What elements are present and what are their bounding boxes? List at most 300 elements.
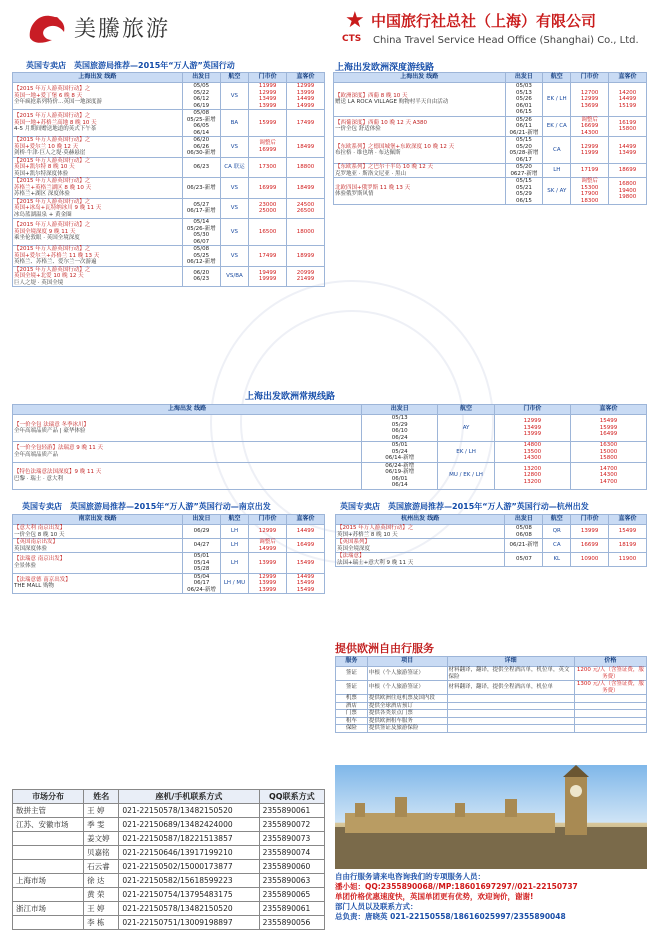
footer-line-1: 自由行服务请来电咨询我们的专项服务人员： — [335, 872, 485, 881]
uk-route-table — [12, 72, 325, 287]
route-desc: 英国深度体验 — [14, 545, 48, 552]
meiteng-logo — [26, 6, 196, 48]
qq-cell: 2355890056 — [259, 916, 324, 930]
name-cell: 贝嘉铭 — [84, 846, 119, 860]
route-cell — [13, 157, 183, 178]
route-name: 英国+爱尔兰+苏格兰 11 晚 13 天 — [14, 252, 100, 259]
cell-line: 15999 — [599, 424, 618, 431]
service-contact-note — [335, 872, 647, 922]
service-type: 保险 — [336, 725, 368, 733]
route-name: 英国一地+苏格兰高地 8 晚 10 天 — [14, 119, 97, 126]
cell-line: 05/07 — [515, 556, 532, 563]
service-item: 提供欧洲往返机票及国内段 — [367, 695, 447, 703]
price-cell — [249, 219, 287, 246]
route-title: 【意大利 南京出发】 — [14, 525, 66, 531]
cell-line: 06/23 — [193, 164, 210, 170]
table-row — [13, 157, 325, 178]
table-row — [13, 266, 325, 287]
route-desc: 4-5 月期间赠送地道的英式下午茶 — [14, 126, 97, 133]
route-cell — [336, 539, 505, 553]
qq-cell: 2355890061 — [259, 902, 324, 916]
service-price: 1200 元/人（含签证费，服务费） — [574, 667, 646, 681]
col-price: 门市价 — [249, 73, 287, 83]
date-cell — [505, 178, 543, 205]
cell-line: 17900 — [580, 191, 599, 197]
table-row — [13, 553, 325, 574]
phone-cell: 021-22150578/13482150520 — [119, 902, 259, 916]
table-row — [334, 137, 647, 164]
service-type: 酒店 — [336, 702, 368, 710]
price-cell — [249, 137, 287, 158]
route-title: 【2015 年万人游英国行动】之 — [14, 178, 91, 184]
airline-cell: EK / LH — [438, 442, 495, 463]
route-cell — [13, 178, 183, 199]
cell-line: 18800 — [296, 164, 315, 170]
route-cell — [13, 553, 183, 574]
hangzhou-route-rows — [336, 525, 647, 567]
cell-line: 05/22 — [193, 89, 210, 96]
cell-line: 05/08 — [193, 246, 210, 252]
cell-line: 13999 — [258, 559, 277, 566]
nanjing-route-rows — [13, 525, 325, 594]
date-cell — [362, 462, 438, 489]
cell-line: 16699 — [580, 542, 599, 549]
cell-line: 13200 — [523, 465, 542, 472]
route-desc: 赠送 LA ROCA VILLAGE 购物村半天自由活动 — [335, 99, 449, 106]
cts-abbr: CTS — [342, 34, 362, 44]
cell-line: 05/08 — [193, 110, 210, 116]
col-price: 门市价 — [249, 515, 287, 525]
page-header — [0, 0, 658, 58]
deep-route-table — [333, 72, 647, 205]
date-cell — [505, 116, 543, 137]
name-cell: 徐 达 — [84, 874, 119, 888]
cell-line: 13499 — [523, 424, 542, 431]
cell-line: 06/30-新增 — [186, 150, 216, 156]
market-cell — [13, 832, 84, 846]
cell-line: 06/21-新增 — [509, 129, 539, 136]
table-row — [13, 415, 647, 442]
table-row — [336, 553, 647, 567]
route-desc: 冰岛蓝湖温泉 + 黄金圈 — [14, 211, 72, 218]
price-cell — [571, 164, 609, 178]
col-dest: 项目 — [367, 657, 447, 667]
direct-price-cell — [609, 553, 647, 567]
name-cell: 王 婷 — [84, 902, 119, 916]
route-cell — [334, 164, 506, 178]
cell-line: 21499 — [296, 276, 315, 283]
cell-line: 14200 — [618, 89, 637, 96]
service-detail: 材料翻译，翻译，提供全程酒店单，机位单 — [447, 681, 574, 695]
route-desc: 体验俄罗斯风情 — [335, 191, 374, 197]
direct-price-cell — [287, 246, 325, 267]
col-route: 上海出发 线路 — [13, 73, 183, 83]
service-item: 提供签证及旅游保险 — [367, 725, 447, 733]
cell-line: 05/01 — [193, 553, 210, 559]
cell-line: 06/08 — [515, 531, 532, 538]
date-cell — [505, 525, 543, 539]
airline-cell: VS — [220, 137, 248, 158]
contact-row — [13, 832, 325, 846]
service-price — [574, 710, 646, 718]
airline-cell: VS — [220, 246, 248, 267]
date-cell — [362, 442, 438, 463]
cell-line: 12999 — [258, 573, 277, 580]
route-desc: 全年高端品质产品 | 豪华体验 — [14, 428, 86, 434]
table-row — [336, 525, 647, 539]
section-title-deep: 上海出发欧洲深度游线路 — [335, 63, 435, 73]
direct-price-cell — [287, 553, 325, 574]
airline-cell: AY — [438, 415, 495, 442]
cell-line: 13999 — [580, 528, 599, 535]
cell-line: 15499 — [296, 580, 315, 586]
price-cell — [494, 415, 570, 442]
cell-line: 06/15 — [516, 197, 532, 204]
cell-line: 06/17 — [193, 580, 210, 586]
phone-cell: 021-22150587/18221513857 — [119, 832, 259, 846]
cell-line: 05/04 — [193, 573, 210, 580]
date-cell — [183, 553, 221, 574]
route-title: 【2015 年万人游英国行动】之 — [14, 246, 91, 252]
contact-row — [13, 874, 325, 888]
direct-price-cell — [287, 178, 325, 199]
route-name: 英国+爱尔兰 10 晚 12 天 — [14, 143, 79, 150]
direct-price-cell — [609, 539, 647, 553]
route-title: 【2015 年万人游英国行动】之 — [14, 137, 91, 143]
london-photo — [335, 765, 647, 869]
price-cell — [494, 442, 570, 463]
route-title: 北欧四国+俄罗斯 11 晚 13 天 — [335, 184, 411, 191]
hangzhou-route-table — [335, 514, 647, 567]
cell-line: 16500 — [258, 228, 277, 235]
cell-line: 05/15 — [516, 137, 532, 143]
route-title: 【东欧系列】之德国城堡+东欧深度 10 晚 12 天 — [335, 143, 455, 150]
cell-line: 12999 — [258, 89, 277, 96]
col-air: 航空 — [438, 405, 495, 415]
cell-line: 12999 — [258, 528, 277, 535]
route-title: 【2015 年万人游英国行动】之 — [14, 113, 91, 120]
cell-line: 06/01 — [516, 102, 532, 109]
cell-line: 06/17-新增 — [186, 208, 216, 215]
direct-price-cell — [287, 539, 325, 553]
contact-table — [12, 789, 325, 930]
direct-price-cell — [609, 137, 647, 164]
cell-line: 19499 — [258, 269, 277, 276]
cell-line: 10900 — [580, 556, 599, 563]
route-title: 【2015 年万人游英国行动】之 — [14, 86, 91, 93]
price-cell — [494, 462, 570, 489]
date-cell — [505, 553, 543, 567]
market-cell — [13, 860, 84, 874]
market-cell — [13, 888, 84, 902]
col-date: 出发日 — [505, 73, 543, 83]
direct-price-cell — [287, 83, 325, 110]
route-desc: 乘坐伦敦眼 · 英国全境深度 — [14, 235, 80, 242]
airline-cell: VS — [220, 198, 248, 219]
table-row — [13, 83, 325, 110]
cell-line: 17499 — [258, 252, 277, 259]
service-item: 申根（个人旅游签证） — [367, 667, 447, 681]
cell-line: 23000 — [258, 201, 277, 208]
price-cell — [249, 525, 287, 539]
price-cell — [249, 553, 287, 574]
cell-line: 06/19 — [193, 102, 210, 109]
cell-line: 16999 — [258, 184, 277, 191]
phone-cell: 021-22150582/15618599223 — [119, 874, 259, 888]
parliament-illustration — [335, 765, 647, 869]
phone-cell: 021-22150754/13795483175 — [119, 888, 259, 902]
contact-col-header: 姓名 — [84, 790, 119, 804]
col-detail: 详细 — [447, 657, 574, 667]
route-cell — [336, 553, 505, 567]
route-cell — [13, 198, 183, 219]
service-item: 申根（个人旅游签证） — [367, 681, 447, 695]
contact-col-header: 市场分布 — [13, 790, 84, 804]
date-cell — [183, 525, 221, 539]
direct-price-cell — [287, 137, 325, 158]
cell-line: 16499 — [296, 542, 315, 549]
regular-route-rows — [13, 415, 647, 490]
cell-line: 05/30 — [193, 232, 210, 238]
cell-line: 17499 — [296, 119, 315, 126]
route-title: 【东欧系列】之巴尔干半岛 10 晚 12 天 — [335, 164, 433, 170]
price-cell — [249, 246, 287, 267]
airline-cell: LH — [221, 553, 249, 574]
table-row — [334, 178, 647, 205]
date-cell — [182, 83, 220, 110]
cell-line: 18699 — [618, 167, 637, 174]
col-direct: 直客价 — [287, 73, 325, 83]
cell-line: 05/01 — [391, 442, 408, 448]
airline-cell: VS — [220, 178, 248, 199]
route-name: 苏格兰+英格兰湖区 8 晚 10 天 — [14, 184, 92, 191]
route-cell — [13, 219, 183, 246]
cell-line: 15499 — [618, 528, 637, 535]
cell-line: 19800 — [618, 194, 637, 201]
section-title-regular: 上海出发欧洲常规线路 — [245, 392, 336, 402]
cell-line: 14499 — [296, 573, 315, 580]
service-detail — [447, 717, 574, 725]
phone-cell: 021-22150646/13917199210 — [119, 846, 259, 860]
cell-line: 12999 — [580, 96, 599, 102]
cell-line: 14700 — [599, 478, 618, 485]
cell-line: 26500 — [296, 208, 315, 215]
route-desc: 巨人之堤 · 英国全境 — [14, 279, 64, 286]
market-cell: 浙江市场 — [13, 902, 84, 916]
cell-line: 18199 — [618, 542, 637, 549]
market-cell: 散拼主管 — [13, 804, 84, 818]
route-title: 【一价全包轻游】法瑞意 9 晚 11 天 — [14, 445, 103, 452]
direct-price-cell — [609, 164, 647, 178]
cell-line: 06/14-新增 — [385, 455, 415, 461]
service-type: 机票 — [336, 695, 368, 703]
route-desc: 巴黎 · 瑞士 · 意大利 — [14, 475, 63, 482]
cell-line: 05/13 — [391, 415, 408, 421]
cell-line: 19400 — [618, 187, 637, 194]
route-desc: 英国+凯尔特深度体验 — [14, 170, 69, 177]
table-row — [13, 442, 647, 463]
route-desc: 全年疯抢系列特价…英国一地深度游 — [14, 99, 103, 106]
cell-line: 15499 — [296, 559, 315, 566]
route-desc: 英格兰、苏格兰、爱尔兰一次游遍 — [14, 259, 97, 265]
col-price2: 价格 — [574, 657, 646, 667]
cell-line: 06/07 — [193, 238, 210, 245]
route-desc: 英国+苏格兰 8 晚 10 天 — [337, 531, 398, 538]
contact-row — [13, 804, 325, 818]
date-cell — [505, 137, 543, 164]
qq-cell: 2355890072 — [259, 818, 324, 832]
route-desc: 布拉格 · 维也纳 · 布达佩斯 — [335, 150, 401, 156]
airline-cell: LH — [543, 164, 571, 178]
footer-line-2: 潘小姐：QQ:2355890068//MP:18601697297//021-22150737 — [335, 882, 578, 891]
cell-line: 14700 — [599, 465, 618, 472]
cell-line: 05/25 — [193, 252, 210, 259]
direct-price-cell — [287, 110, 325, 137]
airline-cell: VS/BA — [220, 266, 248, 287]
route-desc: 克罗地亚 · 斯洛文尼亚 · 黑山 — [335, 170, 406, 177]
col-date: 出发日 — [183, 515, 221, 525]
route-desc: 苏格兰+湖区 深度体验 — [14, 191, 70, 197]
qq-cell: 2355890074 — [259, 846, 324, 860]
service-price — [574, 725, 646, 733]
table-row — [13, 462, 647, 489]
route-title: 【法瑞意 南京出发】 — [14, 556, 66, 563]
cell-line: 14300 — [599, 472, 618, 479]
service-row — [336, 717, 647, 725]
price-cell — [571, 178, 609, 205]
contact-row — [13, 888, 325, 902]
cell-line: 18499 — [296, 184, 315, 191]
service-detail — [447, 710, 574, 718]
price-cell — [249, 573, 287, 594]
cell-line: 18300 — [580, 197, 599, 204]
cell-line: 13500 — [523, 448, 542, 455]
airline-cell: EK / LH — [543, 83, 571, 117]
route-title: 【英国南京出发】 — [14, 539, 59, 545]
col-air: 航空 — [221, 515, 249, 525]
col-price: 门市价 — [571, 515, 609, 525]
cell-line: 15199 — [618, 102, 637, 109]
cell-line: 14499 — [618, 143, 637, 150]
airline-cell: KL — [543, 553, 571, 567]
route-title: 【英国系列】 — [337, 539, 371, 545]
airline-cell: CA — [543, 539, 571, 553]
cell-line: 24500 — [296, 201, 315, 208]
cell-line: 15800 — [618, 126, 637, 133]
col-services: 服务 — [336, 657, 368, 667]
contact-row — [13, 902, 325, 916]
col-air: 航空 — [220, 73, 248, 83]
cell-line: 06/12-新增 — [186, 259, 216, 265]
cell-line: 16699 — [580, 123, 599, 129]
footer-line-3: 单团价格优惠速度快，英国单团更有优势，欢迎询价，谢谢! — [335, 892, 534, 901]
cell-line: 12800 — [523, 472, 542, 479]
route-desc: 剑桥·牛津·巨人之堤·莫赫悬崖 — [14, 150, 86, 156]
airline-cell: QR — [543, 525, 571, 539]
service-price: 1300 元/人（含签证费，服务费） — [574, 681, 646, 695]
col-direct: 直客价 — [287, 515, 325, 525]
market-cell: 上海市场 — [13, 874, 84, 888]
qq-cell: 2355890073 — [259, 832, 324, 846]
cell-line: 13499 — [618, 150, 637, 156]
route-desc: 法国+瑞士+意大利 9 晚 11 天 — [337, 559, 414, 566]
service-detail: 材料翻译，翻译，提供全程酒店单，机位单，英文保险 — [447, 667, 574, 681]
cell-line: 15800 — [599, 455, 618, 461]
service-row — [336, 681, 647, 695]
col-direct: 直客价 — [609, 73, 647, 83]
direct-price-cell — [570, 442, 646, 463]
cell-line: 调整后 — [259, 539, 276, 545]
cell-line: 11900 — [618, 556, 637, 563]
contact-col-header: 座机/手机联系方式 — [119, 790, 259, 804]
table-row — [13, 137, 325, 158]
route-name: 英国+凯尔特 8 晚 10 天 — [14, 164, 75, 170]
service-row — [336, 725, 647, 733]
footer-line-5: 总负责：唐晓英 021-22150558/18616025997/2355890048 — [335, 912, 566, 921]
cell-line: 06/29 — [193, 528, 210, 535]
col-route: 上海出发 线路 — [334, 73, 506, 83]
route-name: 英国全境+北爱 10 晚 12 天 — [14, 273, 84, 279]
cell-line: 16499 — [599, 431, 618, 438]
cell-line: 06/01 — [391, 475, 408, 482]
cell-line: 05/29 — [391, 421, 408, 428]
col-date: 出发日 — [362, 405, 438, 415]
cts-logo — [342, 8, 645, 54]
col-date: 出发日 — [505, 515, 543, 525]
price-cell — [249, 110, 287, 137]
service-detail — [447, 725, 574, 733]
airline-cell: LH — [221, 539, 249, 553]
name-cell: 李 栋 — [84, 916, 119, 930]
phone-cell: 021-22150578/13482150520 — [119, 804, 259, 818]
cell-line: 18499 — [296, 143, 315, 150]
col-direct: 直客价 — [609, 515, 647, 525]
route-title: 【特色法瑞意法国深度】9 晚 11 天 — [14, 469, 102, 475]
market-cell — [13, 846, 84, 860]
cell-line: 12999 — [580, 143, 599, 150]
qq-cell: 2355890063 — [259, 874, 324, 888]
cell-line: 05/05 — [193, 83, 210, 89]
cell-line: 14300 — [580, 129, 599, 136]
cell-line: 06/19-新增 — [385, 469, 415, 475]
airline-cell: VS — [220, 219, 248, 246]
route-title: 【西葡深度】西葡 10 晚 12 天 A380 — [335, 119, 427, 126]
cell-line: 16999 — [258, 146, 277, 153]
cell-line: 11999 — [258, 83, 277, 89]
cell-line: 12700 — [580, 89, 599, 96]
cell-line: 06/17 — [516, 156, 532, 163]
cell-line: 15300 — [580, 184, 599, 191]
airline-cell: CA — [543, 137, 571, 164]
contact-col-header: QQ联系方式 — [259, 790, 324, 804]
cell-line: 调整后 — [581, 116, 598, 123]
service-price — [574, 702, 646, 710]
service-row — [336, 710, 647, 718]
route-desc: 一价全包 8 晚 10 天 — [14, 531, 65, 538]
dragon-logo-icon — [26, 8, 70, 46]
airline-cell: VS — [220, 83, 248, 110]
route-desc: 全景体验 — [14, 562, 37, 569]
price-cell — [571, 539, 609, 553]
cell-line: 05/27 — [193, 201, 210, 208]
name-cell: 石云睿 — [84, 860, 119, 874]
route-cell — [13, 110, 183, 137]
airline-cell: CA 联运 — [220, 157, 248, 178]
name-cell: 王 婷 — [84, 804, 119, 818]
route-name: 英国一地+爱丁堡 6 晚 8 天 — [14, 92, 83, 99]
direct-price-cell — [287, 525, 325, 539]
price-cell — [249, 266, 287, 287]
